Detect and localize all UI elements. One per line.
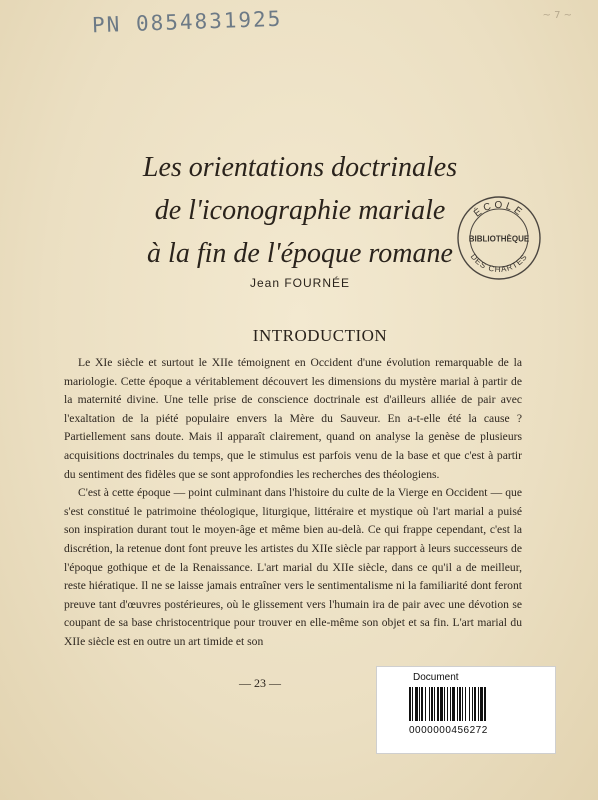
barcode-bar	[409, 687, 411, 721]
corner-mark: ~ 7 ~	[542, 10, 572, 21]
barcode-bar	[434, 687, 435, 721]
svg-text:DES CHARTES	[469, 252, 530, 274]
title-line-2: de l'iconographie mariale	[154, 195, 446, 226]
stamp-center-text: BIBLIOTHÈQUE	[468, 234, 530, 244]
barcode-bar	[459, 687, 461, 721]
barcode-bar	[437, 687, 439, 721]
title-line-3: à la fin de l'époque romane	[147, 238, 453, 269]
barcode-bar	[472, 687, 473, 721]
barcode-bar	[484, 687, 486, 721]
barcode-bar	[421, 687, 423, 721]
barcode-bar	[465, 687, 466, 721]
title-line-1: Les orientations doctrinales	[142, 152, 458, 183]
stamp-bottom-text: DES CHARTES	[468, 252, 530, 275]
barcode-bar	[478, 687, 479, 721]
barcode-bar	[429, 687, 430, 721]
handwritten-reference: PN 0854831925	[91, 6, 283, 38]
barcode-bar	[450, 687, 451, 721]
section-heading: INTRODUCTION	[252, 326, 388, 345]
paragraph-1: Le XIe siècle et surtout le XIIe témoignent en Occident d'une évolution remarquable de la mariologie. Cette époque a véritablement découvert les dimensions du mystère marial à partir de la maternité divine. Une telle prise de conscience doctrinale est d'ailleurs alliée de pair avec l'exaltation de la piété populaire envers la Mère du Sauveur. En a-t-elle été la cause ? Partiellement sans doute. Mais il apparaît clairement, quand on analyse la genèse de plusieurs acquisitions doctrinales du temps, que le stimulus est parfois venu de la base et que c'est à partir du sentiment des fidèles que se sont approfondies les recherches des théologiens.	[64, 356, 522, 481]
barcode-bar	[452, 687, 455, 721]
barcode-bars	[409, 687, 521, 721]
author-name: Jean FOURNÉE	[249, 276, 351, 290]
barcode-bar	[415, 687, 418, 721]
barcode-bar	[440, 687, 443, 721]
barcode-bar	[425, 687, 426, 721]
barcode-label	[376, 666, 556, 754]
body-text	[64, 354, 522, 652]
library-stamp	[455, 194, 543, 282]
stamp-top-text: ÉCOLE	[472, 199, 526, 220]
page-number: — 23 —	[239, 676, 281, 690]
barcode-bar	[419, 687, 420, 721]
barcode-number: 0000000456272	[409, 725, 488, 736]
barcode-bar	[469, 687, 470, 721]
barcode-title: Document	[413, 672, 459, 683]
barcode-bar	[462, 687, 463, 721]
barcode-bar	[444, 687, 445, 721]
barcode-bar	[474, 687, 476, 721]
barcode-bar	[447, 687, 448, 721]
paragraph-2: C'est à cette époque — point culminant dans l'histoire du culte de la Vierge en Occident — que s'est constitué le patrimoine théologique, liturgique, littéraire et mystique où l'art marial a puisé son inspiration durant tout le moyen-âge et même bien au-delà. Ce qui frappe cependant, c'est la discrétion, la retenue dont font preuve les artistes du XIIe siècle par rapport à leurs successeurs de l'époque gothique et de la Renaissance. L'art marial du XIIe siècle, dans ce qu'il a de meilleur, reste hiératique. Il ne se laisse jamais entraîner vers le sentimentalisme ni la familiarité dont feront preuve tant d'œuvres postérieures, où le glissement vers l'humain ira de pair avec une dévotion se coupant de sa base christocentrique pour trouver en elle-même son objet et sa fin. L'art marial du XIIe siècle est en outre un art timide et son	[64, 486, 522, 648]
barcode-bar	[431, 687, 433, 721]
barcode-bar	[480, 687, 483, 721]
barcode-bar	[457, 687, 458, 721]
barcode-bar	[412, 687, 413, 721]
